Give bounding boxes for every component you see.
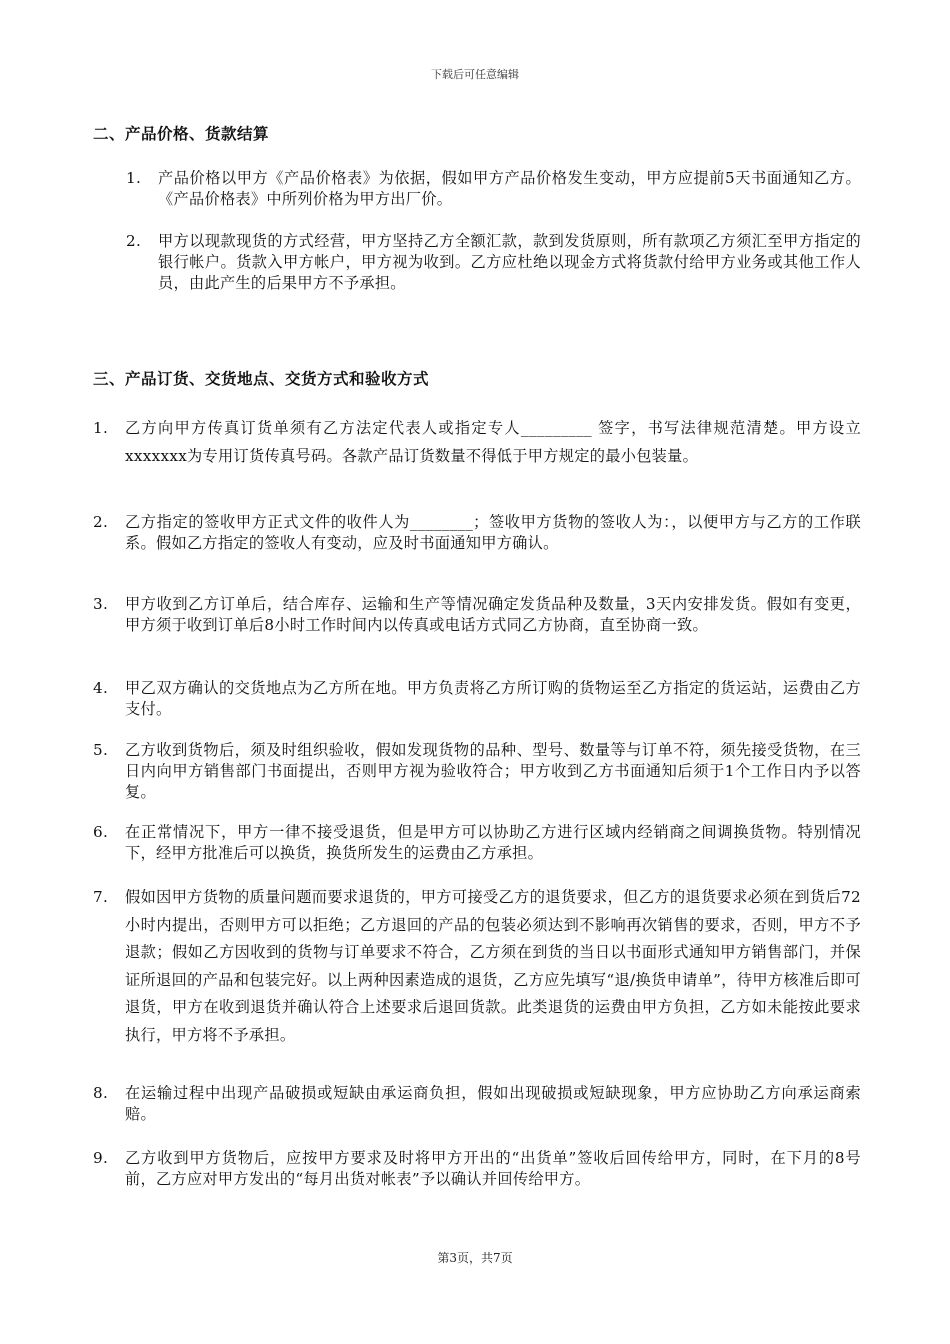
section-3-item-8	[93, 1083, 861, 1125]
item-number: 1.	[126, 169, 142, 187]
item-number: 9.	[93, 1149, 109, 1167]
item-number: 2.	[126, 232, 142, 250]
item-text: 假如因甲方货物的质量问题而要求退货的，甲方可接受乙方的退货要求，但乙方的退货要求必须在到货后72小时内提出，否则甲方可以拒绝；乙方退回的产品的包装必须达到不影响再次销售的要求，否则，甲方不予退款；假如乙方因收到的货物与订单要求不符合，乙方须在到货的当日以书面形式通知甲方销售部门，并保证所退回的产品和包装完好。以上两种因素造成的退货，乙方应先填写“退/换货申请单”，待甲方核准后即可退货，甲方在收到退货并确认符合上述要求后退回货款。此类退货的运费由甲方负担，乙方如未能按此要求执行，甲方将不予承担。	[125, 888, 861, 1044]
section-3-item-1	[93, 415, 861, 470]
item-number: 1.	[93, 419, 109, 437]
page-header: 下载后可任意编辑	[431, 68, 519, 81]
page-footer: 第3页，共7页	[437, 1251, 513, 1265]
item-text: 甲方以现款现货的方式经营，甲方坚持乙方全额汇款，款到发货原则，所有款项乙方须汇至甲方指定的银行帐户。货款入甲方帐户，甲方视为收到。乙方应杜绝以现金方式将货款付给甲方业务或其他工作人员，由此产生的后果甲方不予承担。	[158, 232, 861, 292]
item-number: 7.	[93, 888, 109, 906]
section-3-item-7	[93, 884, 861, 1049]
section-3-item-9	[93, 1148, 861, 1190]
section-3-item-6	[93, 822, 861, 864]
section-3-heading: 三、产品订货、交货地点、交货方式和验收方式	[93, 370, 430, 388]
item-text: 乙方收到货物后，须及时组织验收，假如发现货物的品种、型号、数量等与订单不符，须先接受货物，在三日内向甲方销售部门书面提出，否则甲方视为验收符合；甲方收到乙方书面通知后须于1个工作日内予以答复。	[125, 741, 861, 801]
item-text: 乙方收到甲方货物后，应按甲方要求及时将甲方开出的“出货单”签收后回传给甲方，同时，在下月的8号前，乙方应对甲方发出的“每月出货对帐表”予以确认并回传给甲方。	[125, 1149, 861, 1188]
section-3-item-4	[93, 678, 861, 720]
item-number: 3.	[93, 595, 109, 613]
section-2-item-2	[126, 231, 861, 294]
section-3-item-5	[93, 740, 861, 803]
item-number: 4.	[93, 679, 109, 697]
item-text: 乙方向甲方传真订货单须有乙方法定代表人或指定专人_________ 签字，书写法律规范清楚。甲方设立xxxxxxx为专用订货传真号码。各款产品订货数量不得低于甲方规定的最小包装量。	[125, 419, 861, 465]
section-2-item-1	[126, 168, 861, 210]
item-number: 2.	[93, 513, 109, 531]
item-text: 甲乙双方确认的交货地点为乙方所在地。甲方负责将乙方所订购的货物运至乙方指定的货运站，运费由乙方支付。	[125, 679, 861, 718]
item-number: 8.	[93, 1084, 109, 1102]
item-number: 5.	[93, 741, 109, 759]
section-2-heading: 二、产品价格、货款结算	[93, 125, 270, 143]
item-text: 乙方指定的签收甲方正式文件的收件人为________；签收甲方货物的签收人为：，以便甲方与乙方的工作联系。假如乙方指定的签收人有变动，应及时书面通知甲方确认。	[125, 513, 861, 552]
item-number: 6.	[93, 823, 109, 841]
item-text: 产品价格以甲方《产品价格表》为依据，假如甲方产品价格发生变动，甲方应提前5天书面通知乙方。《产品价格表》中所列价格为甲方出厂价。	[158, 169, 861, 208]
item-text: 在正常情况下，甲方一律不接受退货，但是甲方可以协助乙方进行区域内经销商之间调换货物。特别情况下，经甲方批准后可以换货，换货所发生的运费由乙方承担。	[125, 823, 861, 862]
section-3-item-3	[93, 594, 861, 636]
section-3-item-2	[93, 512, 861, 554]
item-text: 在运输过程中出现产品破损或短缺由承运商负担，假如出现破损或短缺现象，甲方应协助乙方向承运商索赔。	[125, 1084, 861, 1123]
item-text: 甲方收到乙方订单后，结合库存、运输和生产等情况确定发货品种及数量，3天内安排发货。假如有变更，甲方须于收到订单后8小时工作时间内以传真或电话方式同乙方协商，直至协商一致。	[125, 595, 861, 634]
